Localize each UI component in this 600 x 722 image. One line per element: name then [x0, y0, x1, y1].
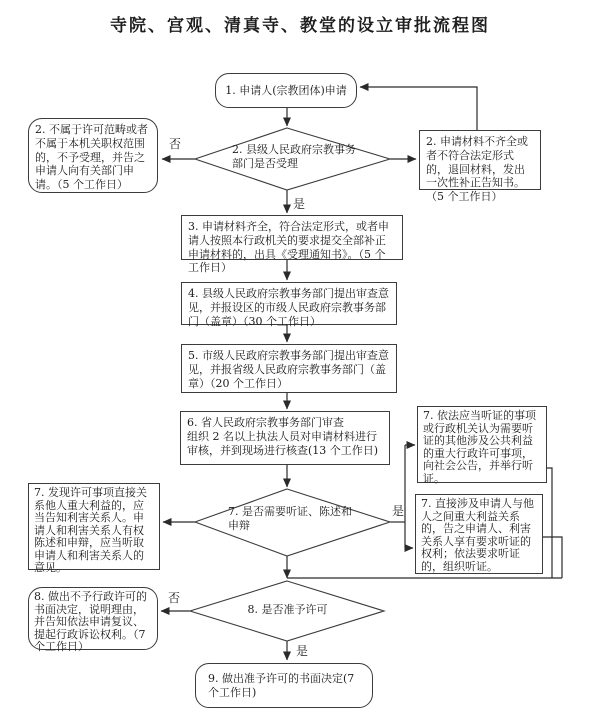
node-province-review: [180, 411, 390, 465]
decision-hearing-text: 7. 是否需要听证、陈述和申辩: [228, 505, 352, 533]
node-acceptance-notice: 3. 申请材料齐全，符合法定形式，或者申请人按照本行政机关的要求提交全部补正申请材料的，出具《受理通知书》。（5 个工作日）: [181, 215, 403, 260]
node-party-hearing: 7. 直接涉及申请人与他人之间重大利益关系的，告之申请人、利害关系人享有要求听证的权利；依法要求听证的，组织听证。: [415, 494, 543, 574]
edge-label-yes-2: 是: [293, 197, 306, 211]
decision-accept-text: 2. 县级人民政府宗教事务部门是否受理: [232, 143, 356, 171]
node-approve-decision: [195, 663, 373, 708]
node-notify-stakeholders: 7. 发现许可事项直接关系他人重大利益的，应当告知利害关系人。申请人和利害关系人有权陈述和申辩，应当听取申请人和利害关系人的意见。: [28, 483, 160, 570]
node-province-review-line1: 6. 省人民政府宗教事务部门审查: [187, 416, 344, 429]
edge-label-no-2: 否: [169, 137, 182, 151]
node-incomplete-materials: 2. 申请材料不齐全或者不符合法定形式的，退回材料，发出一次性补正告知书。（5 个工作日）: [419, 130, 541, 190]
node-approve-decision-text: 9. 做出准予许可的书面决定(7 个工作日): [208, 671, 355, 699]
decision-grant-text: 8. 是否准予许可: [247, 603, 328, 616]
flowchart-title: 寺院、宫观、清真寺、教堂的设立审批流程图: [110, 16, 490, 36]
edge-supplement-return-to-apply: [360, 87, 477, 130]
edge-label-yes-8: 是: [296, 644, 309, 658]
node-not-in-scope: 2. 不属于许可范畴或者不属于本机关职权范围的，不予受理，并告之申请人向有关部门申请。（5 个工作日）: [28, 118, 158, 193]
edge-label-no-8: 否: [168, 591, 181, 605]
node-province-review-line2: 组织 2 名以上执法人员对申请材料进行审核，并到现场进行核查(13 个工作日): [187, 429, 379, 457]
node-applicant-text: 1. 申请人(宗教团体)申请: [225, 83, 347, 97]
node-applicant: [215, 73, 357, 108]
node-public-hearing: 7. 依法应当听证的事项或行政机关认为需要听证的其他涉及公共利益的重大行政许可事项，向社会公告，并举行听证。: [417, 406, 547, 483]
node-county-review: 4. 县级人民政府宗教事务部门提出审查意见，并报设区的市级人民政府宗教事务部门（盖章）（30 个工作日）: [181, 282, 397, 325]
edge-public-hearing-return: [546, 468, 552, 578]
node-deny-decision: 8. 做出不予行政许可的书面决定，说明理由，并告知依法申请复议、提起行政诉讼权利。（7 个工作日）: [28, 587, 158, 650]
edge-label-yes-7: 是: [392, 504, 405, 518]
node-city-review: 5. 市级人民政府宗教事务部门提出审查意见，并报省级人民政府宗教事务部门（盖章）（20 个工作日）: [181, 344, 397, 393]
